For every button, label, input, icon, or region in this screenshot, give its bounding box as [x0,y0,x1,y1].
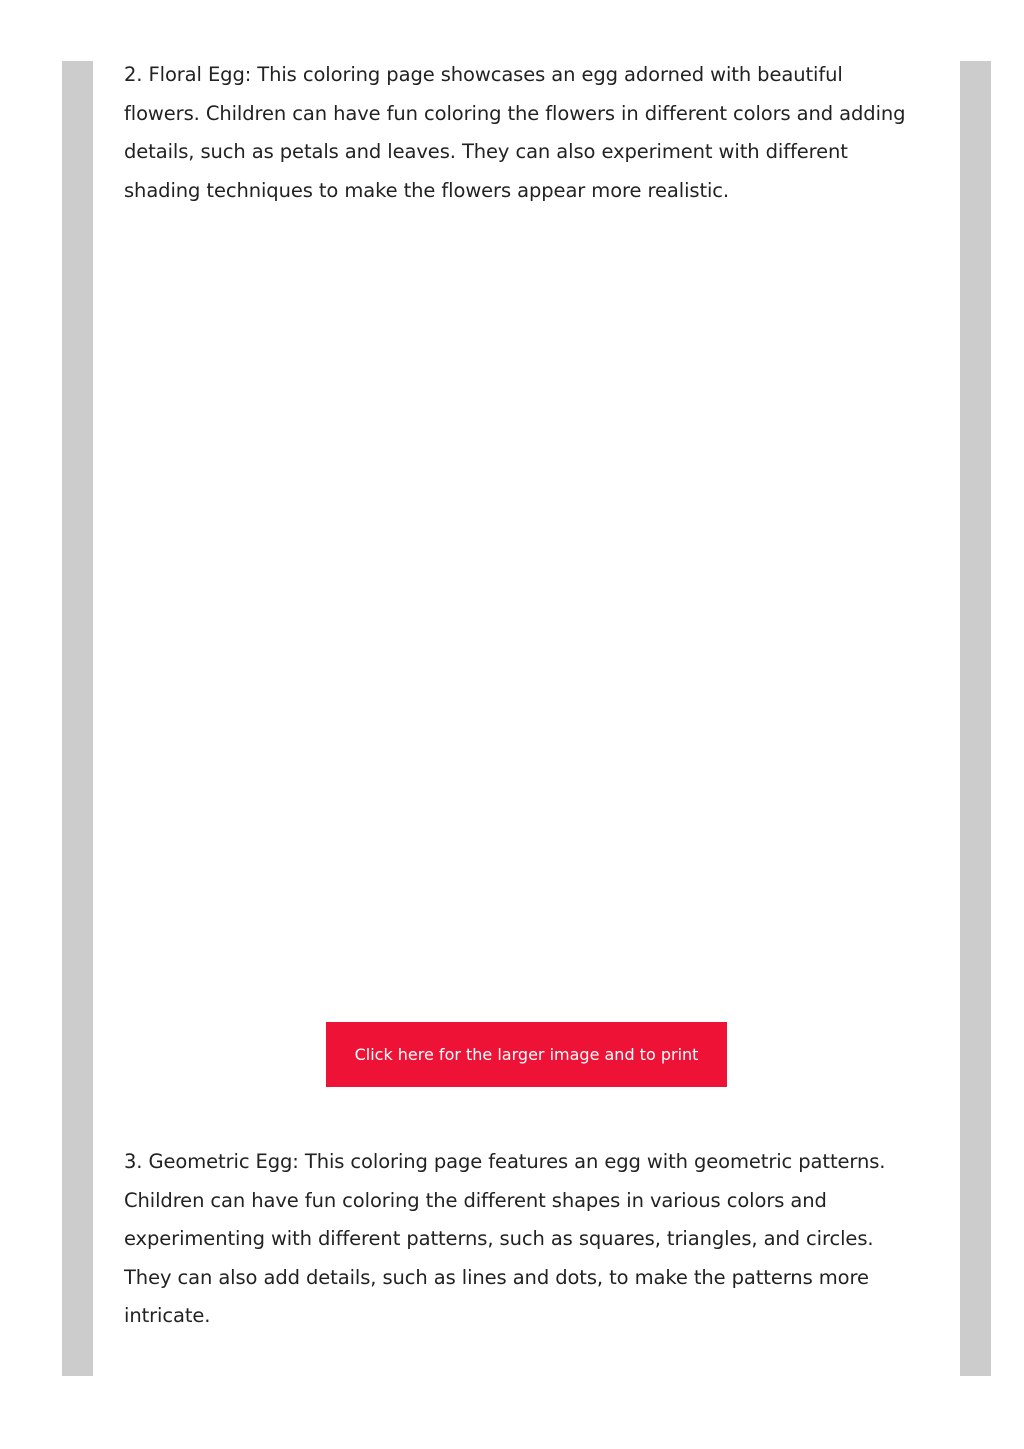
coloring-page-image-area [124,232,924,992]
left-side-bar [62,61,93,1376]
geometric-egg-paragraph: 3. Geometric Egg: This coloring page features an egg with geometric patterns. Children can have fun coloring the different shapes in various colors and experimenting with different patterns, such as squares, triangles, and circles. They can also add details, such as lines and dots, to make the patterns more intricate. [124,1150,886,1327]
larger-image-print-button[interactable]: Click here for the larger image and to print [326,1022,727,1087]
right-side-bar [960,61,991,1376]
floral-egg-paragraph: 2. Floral Egg: This coloring page showcases an egg adorned with beautiful flowers. Children can have fun coloring the flowers in different colors and adding details, such as petals and leaves. They can also experiment with different shading techniques to make the flowers appear more realistic. [124,63,906,202]
